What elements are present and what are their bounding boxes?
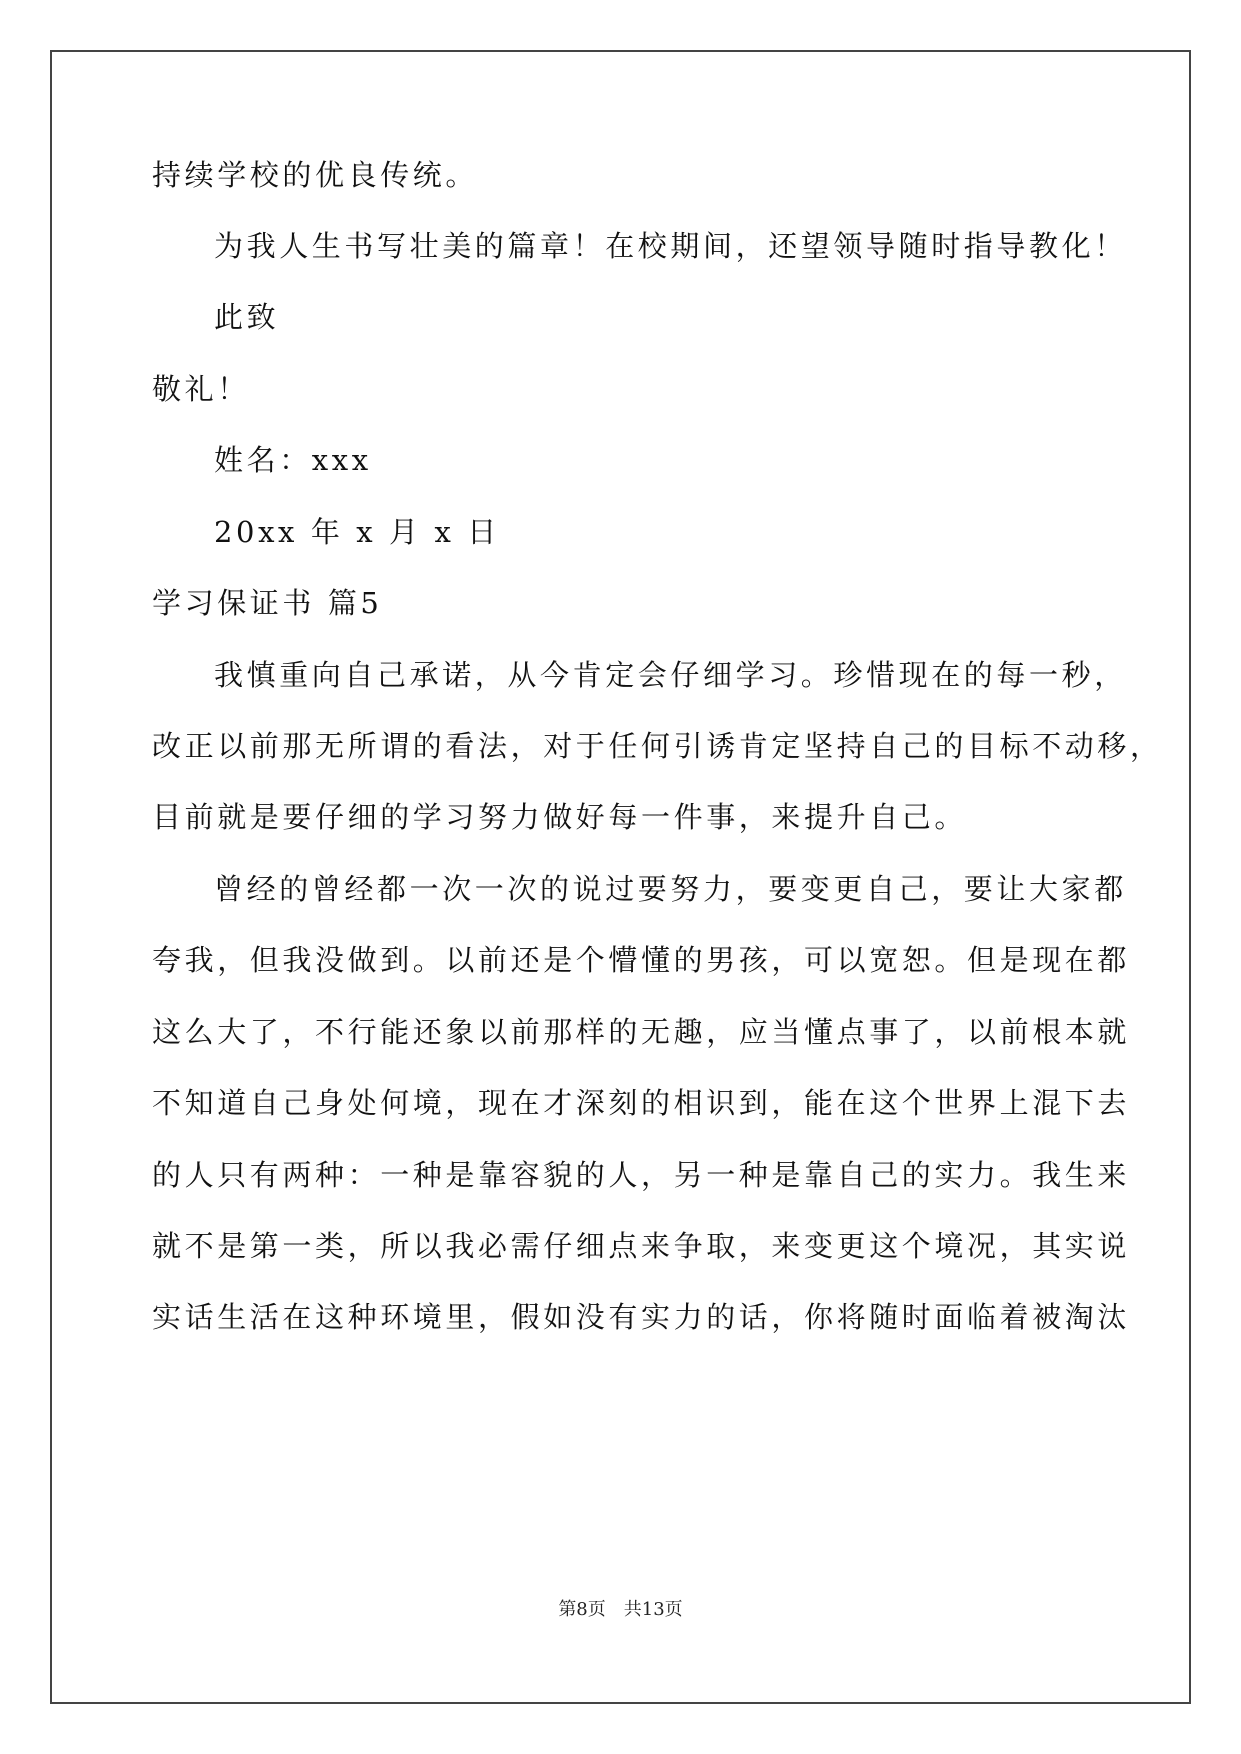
page-footer <box>0 1597 1241 1623</box>
body-line-9: 改正以前那无所谓的看法，对于任何引诱肯定坚持自己的目标不动移， <box>152 729 1163 763</box>
page-total: 共13页 <box>623 1599 683 1620</box>
body-line-8: 我慎重向自己承诺，从今肯定会仔细学习。珍惜现在的每一秒， <box>214 658 1127 692</box>
body-line-2: 为我人生书写壮美的篇章！在校期间，还望领导随时指导教化！ <box>214 229 1127 263</box>
body-line-12: 夸我，但我没做到。以前还是个懵懂的男孩，可以宽恕。但是现在都 <box>152 943 1131 977</box>
page-number: 第8页 <box>558 1599 606 1620</box>
body-line-17: 实话生活在这种环境里，假如没有实力的话，你将随时面临着被淘汰 <box>152 1300 1131 1334</box>
body-line-14: 不知道自己身处何境，现在才深刻的相识到，能在这个世界上混下去 <box>152 1086 1131 1120</box>
body-line-10: 目前就是要仔细的学习努力做好每一件事，来提升自己。 <box>152 800 968 834</box>
closing-ci-zhi: 此致 <box>214 300 280 334</box>
body-line-1: 持续学校的优良传统。 <box>152 158 479 192</box>
body-line-15: 的人只有两种：一种是靠容貌的人，另一种是靠自己的实力。我生来 <box>152 1158 1131 1192</box>
body-line-16: 就不是第一类，所以我必需仔细点来争取，来变更这个境况，其实说 <box>152 1229 1131 1263</box>
signature-date: 20xx 年 x 月 x 日 <box>214 515 500 549</box>
closing-jing-li: 敬礼！ <box>152 372 250 406</box>
signature-name: 姓名：xxx <box>214 443 372 477</box>
body-line-11: 曾经的曾经都一次一次的说过要努力，要变更自己，要让大家都 <box>214 872 1127 906</box>
section-heading: 学习保证书 篇5 <box>152 586 383 620</box>
body-line-13: 这么大了，不行能还象以前那样的无趣，应当懂点事了，以前根本就 <box>152 1015 1131 1049</box>
